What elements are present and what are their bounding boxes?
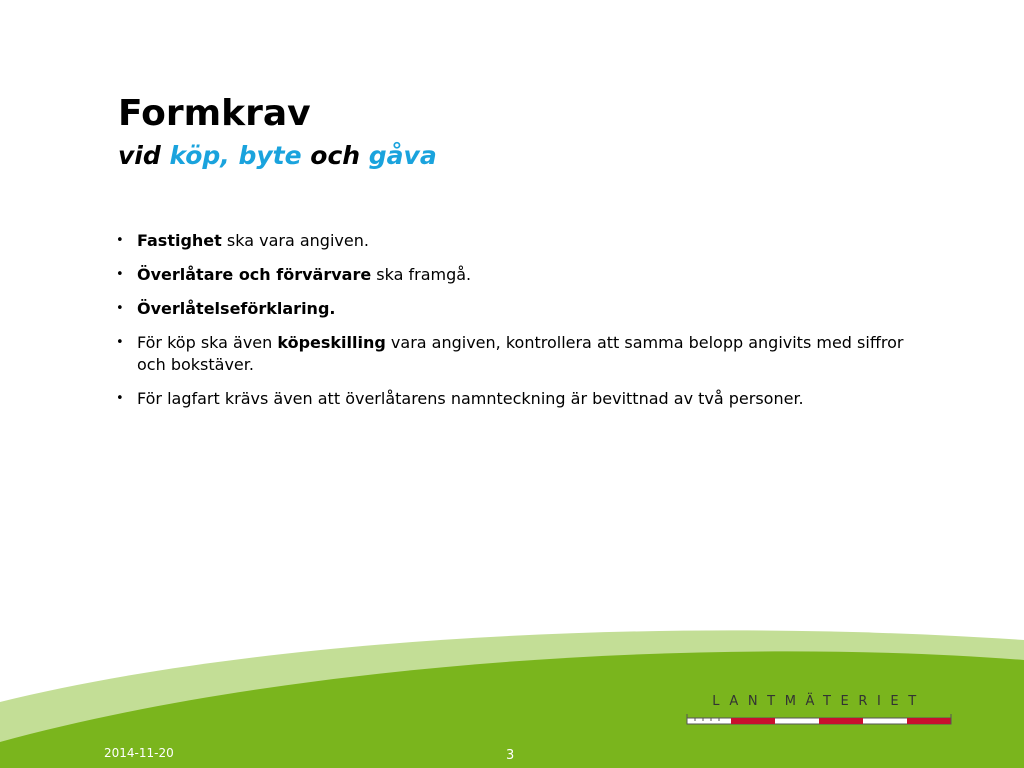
- bullet-text: vara angiven, kontrollera att samma belopp angivits med siffror och bokstäver.: [137, 333, 904, 374]
- slide-title: Formkrav: [118, 93, 311, 134]
- bullet-dot: •: [116, 233, 124, 248]
- bullet-dot: •: [116, 267, 124, 282]
- bullet-bold-text: Fastighet: [137, 231, 222, 250]
- footer-date: 2014-11-20: [104, 746, 174, 760]
- bullet-dot: •: [116, 391, 124, 406]
- bullet-text: ska framgå.: [371, 265, 472, 284]
- bullet-text: ska vara angiven.: [221, 231, 369, 250]
- footer-page-number: 3: [506, 748, 515, 763]
- subtitle-part-4: gåva: [368, 141, 437, 170]
- bullet-bold-text: Överlåtare och förvärvare: [137, 265, 372, 284]
- bullet-list: [116, 230, 916, 422]
- bullet-item: [116, 388, 916, 410]
- subtitle-part-1: vid: [118, 141, 170, 170]
- bullet-item: [116, 298, 916, 320]
- bullet-dot: •: [116, 335, 124, 350]
- lantmateriet-scale-bar-icon: [686, 714, 954, 728]
- bullet-pre-text: För lagfart krävs även att överlåtarens namnteckning är bevittnad av två personer.: [137, 389, 804, 408]
- lantmateriet-logo-text: LANTMÄTERIET: [712, 694, 926, 709]
- bullet-item: [116, 264, 916, 286]
- bullet-item: [116, 230, 916, 252]
- subtitle-part-3: och: [301, 141, 369, 170]
- bullet-bold-text: köpeskilling: [277, 333, 386, 352]
- bullet-dot: •: [116, 301, 124, 316]
- slide-subtitle: [118, 140, 437, 172]
- bullet-bold-text: Överlåtelseförklaring.: [137, 299, 336, 318]
- bullet-pre-text: För köp ska även: [137, 333, 278, 352]
- subtitle-part-2: köp, byte: [169, 141, 302, 170]
- bullet-item: [116, 332, 916, 376]
